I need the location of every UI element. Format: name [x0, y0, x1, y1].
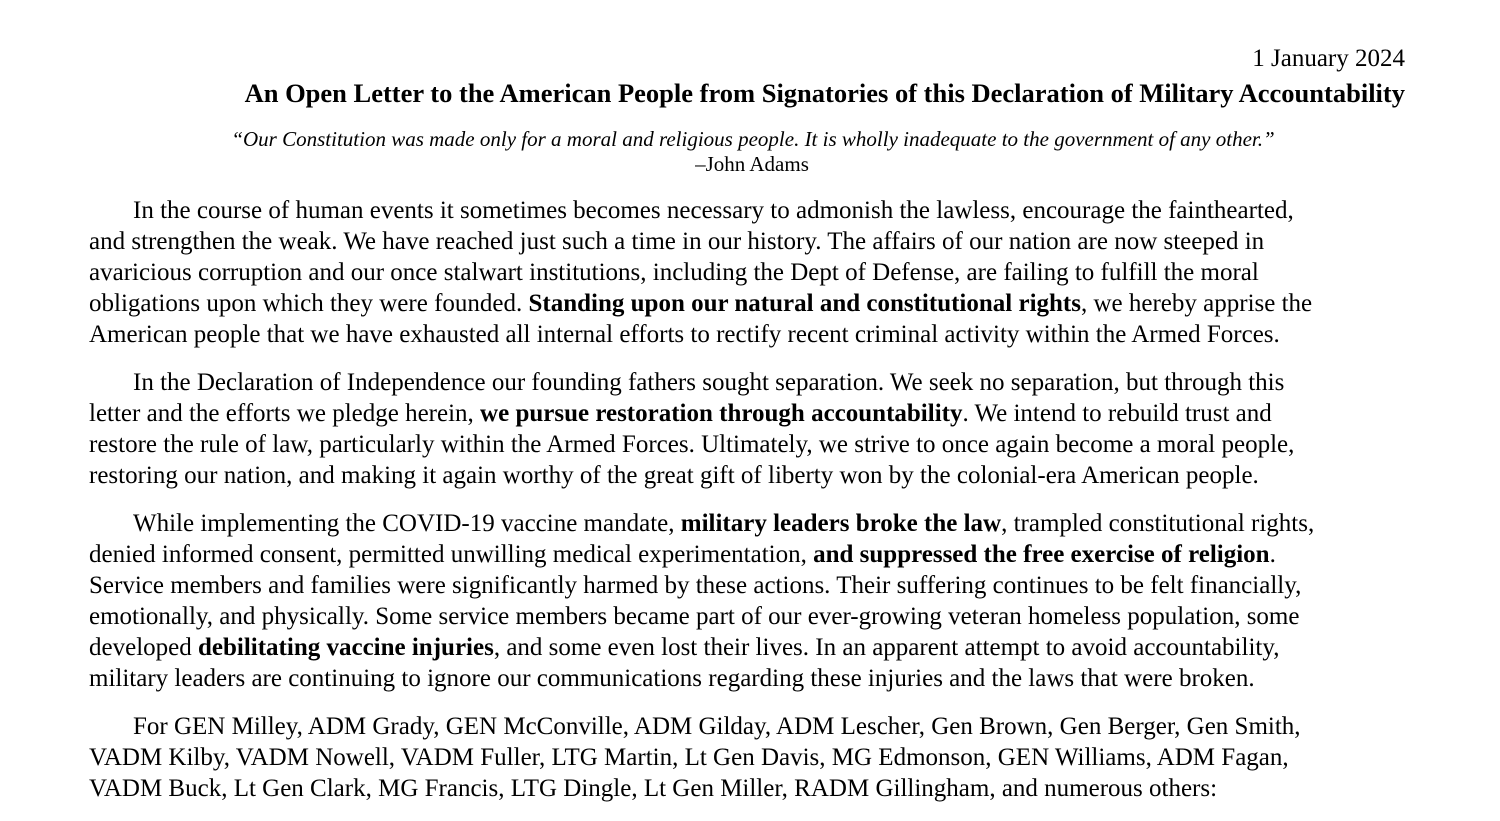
- epigraph-quote: “Our Constitution was made only for a moral and religious people. It is wholly inadequate to the government of any other.”: [231, 127, 1275, 151]
- paragraph-line: [89, 508, 1429, 539]
- line-text: denied informed consent, permitted unwilling medical experimentation,: [89, 541, 814, 568]
- emphasis-text: we pursue restoration through accountability: [480, 400, 963, 427]
- line-text: , and some even lost their lives. In an apparent attempt to avoid accountability,: [493, 634, 1280, 661]
- letter-title: An Open Letter to the American People from Signatories of this Declaration of Military Accountability: [244, 78, 1405, 108]
- paragraph-3: [89, 508, 1429, 694]
- emphasis-text: Standing upon our natural and constitutional rights: [528, 290, 1081, 317]
- paragraph-line: [89, 257, 1429, 288]
- line-text: .: [1269, 541, 1276, 568]
- paragraph-line: [89, 226, 1429, 257]
- line-text: American people that we have exhausted all internal efforts to rectify recent criminal activity within the Armed Forces.: [89, 321, 1280, 348]
- line-text: military leaders are continuing to ignore our communications regarding these injuries and the laws that were broken.: [89, 665, 1255, 692]
- paragraph-2: [89, 367, 1429, 491]
- letter-body: [89, 195, 1429, 821]
- paragraph-line: [89, 319, 1429, 350]
- line-text: restore the rule of law, particularly within the Armed Forces. Ultimately, we strive to once again become a moral people,: [89, 431, 1295, 458]
- line-text: . We intend to rebuild trust and: [962, 400, 1272, 427]
- paragraph-line: [89, 663, 1429, 694]
- line-text: For GEN Milley, ADM Grady, GEN McConville, ADM Gilday, ADM Lescher, Gen Brown, Gen Berger, Gen Smith,: [133, 713, 1301, 740]
- paragraph-line: [89, 367, 1429, 398]
- paragraph-1: [89, 195, 1429, 350]
- line-text: Service members and families were significantly harmed by these actions. Their suffering continues to be felt financially,: [89, 572, 1302, 599]
- line-text: obligations upon which they were founded.: [89, 290, 529, 317]
- line-text: avaricious corruption and our once stalwart institutions, including the Dept of Defense, are failing to fulfill the moral: [89, 259, 1259, 286]
- paragraph-line: [89, 773, 1429, 804]
- emphasis-text: and suppressed the free exercise of religion: [813, 541, 1270, 568]
- paragraph-line: [89, 460, 1429, 491]
- line-text: developed: [89, 634, 198, 661]
- epigraph-attribution: –John Adams: [695, 152, 809, 176]
- line-text: VADM Buck, Lt Gen Clark, MG Francis, LTG Dingle, Lt Gen Miller, RADM Gillingham, and numerous others:: [89, 775, 1218, 802]
- line-text: letter and the efforts we pledge herein,: [89, 400, 481, 427]
- line-text: and strengthen the weak. We have reached just such a time in our history. The affairs of our nation are now steeped in: [89, 228, 1265, 255]
- line-text: emotionally, and physically. Some service members became part of our ever-growing veteran homeless population, some: [89, 603, 1300, 630]
- paragraph-line: [89, 429, 1429, 460]
- paragraph-line: [89, 601, 1429, 632]
- paragraph-line: [89, 711, 1429, 742]
- paragraph-4: [89, 711, 1429, 804]
- paragraph-line: [89, 570, 1429, 601]
- paragraph-line: [89, 539, 1429, 570]
- line-text: VADM Kilby, VADM Nowell, VADM Fuller, LTG Martin, Lt Gen Davis, MG Edmonson, GEN Williams, ADM Fagan,: [89, 744, 1289, 771]
- paragraph-line: [89, 398, 1429, 429]
- line-text: restoring our nation, and making it again worthy of the great gift of liberty won by the colonial-era American people.: [89, 462, 1259, 489]
- paragraph-line: [89, 632, 1429, 663]
- letter-date: 1 January 2024: [1252, 45, 1405, 72]
- paragraph-line: [89, 288, 1429, 319]
- line-text: In the course of human events it sometimes becomes necessary to admonish the lawless, encourage the fainthearted,: [133, 197, 1294, 224]
- line-text: In the Declaration of Independence our founding fathers sought separation. We seek no separation, but through this: [133, 369, 1285, 396]
- line-text: , we hereby apprise the: [1080, 290, 1313, 317]
- emphasis-text: debilitating vaccine injuries: [197, 634, 494, 661]
- paragraph-line: [89, 195, 1429, 226]
- line-text: , trampled constitutional rights,: [1001, 510, 1315, 537]
- emphasis-text: military leaders broke the law: [680, 510, 1002, 537]
- line-text: While implementing the COVID-19 vaccine mandate,: [133, 510, 681, 537]
- paragraph-line: [89, 742, 1429, 773]
